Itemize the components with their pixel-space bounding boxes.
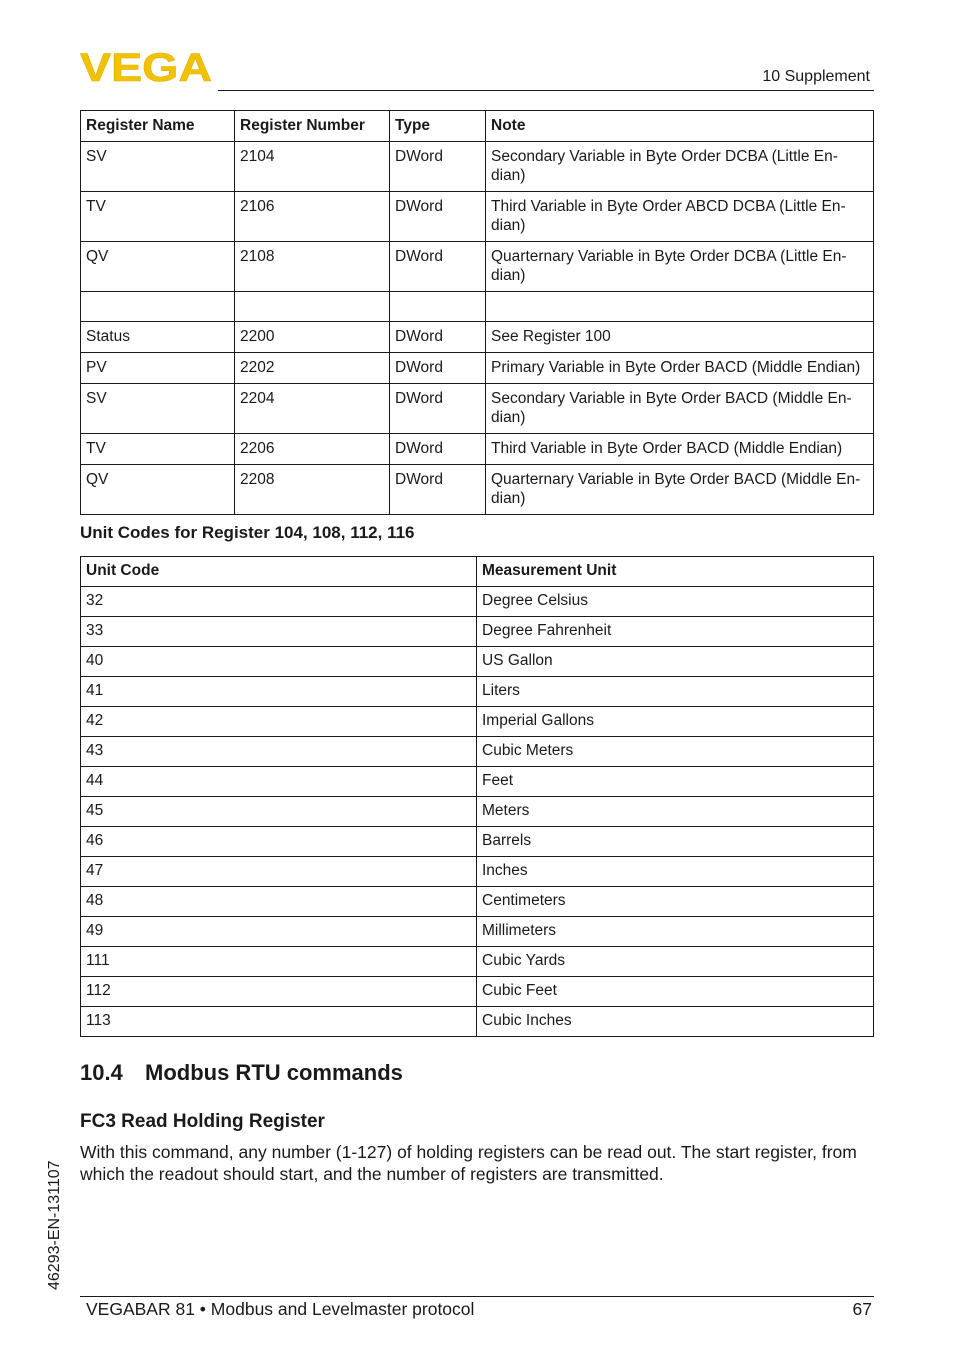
table-row bbox=[81, 434, 874, 465]
measurement-unit: Cubic Inches bbox=[477, 1007, 874, 1037]
register-type: DWord bbox=[390, 242, 486, 292]
register-note: Quarternary Variable in Byte Order DCBA (Little En-dian) bbox=[486, 242, 874, 292]
unit-code: 42 bbox=[81, 707, 477, 737]
measurement-unit: Degree Celsius bbox=[477, 587, 874, 617]
register-type: DWord bbox=[390, 192, 486, 242]
section-number: 10.4 bbox=[80, 1060, 123, 1085]
unit-code: 112 bbox=[81, 977, 477, 1007]
measurement-unit: Inches bbox=[477, 857, 874, 887]
register-type: DWord bbox=[390, 465, 486, 515]
column-header: Unit Code bbox=[81, 557, 477, 587]
section-heading bbox=[80, 1060, 403, 1086]
register-type: DWord bbox=[390, 322, 486, 353]
table-row bbox=[81, 192, 874, 242]
unit-code: 43 bbox=[81, 737, 477, 767]
measurement-unit: Cubic Feet bbox=[477, 977, 874, 1007]
column-header: Register Name bbox=[81, 111, 235, 142]
unit-code: 113 bbox=[81, 1007, 477, 1037]
unit-code: 47 bbox=[81, 857, 477, 887]
unit-code: 111 bbox=[81, 947, 477, 977]
table-row bbox=[81, 142, 874, 192]
register-name: SV bbox=[81, 142, 235, 192]
table-row-empty bbox=[81, 292, 874, 322]
table-row bbox=[81, 977, 874, 1007]
measurement-unit: Feet bbox=[477, 767, 874, 797]
measurement-unit: US Gallon bbox=[477, 647, 874, 677]
register-number: 2200 bbox=[235, 322, 390, 353]
table-row bbox=[81, 707, 874, 737]
table-row bbox=[81, 384, 874, 434]
table-row bbox=[81, 947, 874, 977]
register-number: 2108 bbox=[235, 242, 390, 292]
subheading: FC3 Read Holding Register bbox=[80, 1111, 325, 1132]
register-number: 2204 bbox=[235, 384, 390, 434]
register-type: DWord bbox=[390, 384, 486, 434]
unit-codes-title: Unit Codes for Register 104, 108, 112, 116 bbox=[80, 523, 415, 542]
register-note: Third Variable in Byte Order BACD (Middle Endian) bbox=[486, 434, 874, 465]
measurement-unit: Degree Fahrenheit bbox=[477, 617, 874, 647]
header-rule bbox=[218, 90, 874, 91]
register-number: 2104 bbox=[235, 142, 390, 192]
table-row bbox=[81, 917, 874, 947]
register-note: Secondary Variable in Byte Order BACD (Middle En-dian) bbox=[486, 384, 874, 434]
register-note: Third Variable in Byte Order ABCD DCBA (Little En-dian) bbox=[486, 192, 874, 242]
unit-code: 46 bbox=[81, 827, 477, 857]
register-type: DWord bbox=[390, 142, 486, 192]
register-name: QV bbox=[81, 465, 235, 515]
table-row bbox=[81, 767, 874, 797]
register-name: TV bbox=[81, 434, 235, 465]
measurement-unit: Liters bbox=[477, 677, 874, 707]
measurement-unit: Cubic Yards bbox=[477, 947, 874, 977]
register-table bbox=[80, 110, 874, 515]
table-row bbox=[81, 465, 874, 515]
register-number: 2202 bbox=[235, 353, 390, 384]
measurement-unit: Cubic Meters bbox=[477, 737, 874, 767]
column-header: Type bbox=[390, 111, 486, 142]
measurement-unit: Imperial Gallons bbox=[477, 707, 874, 737]
page-number: 67 bbox=[852, 1299, 872, 1319]
table-row bbox=[81, 353, 874, 384]
measurement-unit: Centimeters bbox=[477, 887, 874, 917]
unit-code: 32 bbox=[81, 587, 477, 617]
vega-logo bbox=[80, 50, 212, 84]
register-name bbox=[81, 292, 235, 322]
table-row bbox=[81, 242, 874, 292]
register-name: SV bbox=[81, 384, 235, 434]
table-row bbox=[81, 677, 874, 707]
register-name: QV bbox=[81, 242, 235, 292]
register-note: Secondary Variable in Byte Order DCBA (Little En-dian) bbox=[486, 142, 874, 192]
unit-code: 40 bbox=[81, 647, 477, 677]
unit-code: 49 bbox=[81, 917, 477, 947]
register-type: DWord bbox=[390, 434, 486, 465]
measurement-unit: Millimeters bbox=[477, 917, 874, 947]
register-type: DWord bbox=[390, 353, 486, 384]
section-title: Modbus RTU commands bbox=[145, 1060, 403, 1085]
register-type bbox=[390, 292, 486, 322]
register-number: 2106 bbox=[235, 192, 390, 242]
unit-codes-header bbox=[81, 557, 874, 587]
footer-rule bbox=[80, 1296, 874, 1297]
register-note bbox=[486, 292, 874, 322]
register-number: 2208 bbox=[235, 465, 390, 515]
measurement-unit: Meters bbox=[477, 797, 874, 827]
table-row bbox=[81, 887, 874, 917]
register-number: 2206 bbox=[235, 434, 390, 465]
register-table-header bbox=[81, 111, 874, 142]
column-header: Note bbox=[486, 111, 874, 142]
table-row bbox=[81, 647, 874, 677]
unit-code: 33 bbox=[81, 617, 477, 647]
table-row bbox=[81, 857, 874, 887]
table-row bbox=[81, 617, 874, 647]
unit-code: 45 bbox=[81, 797, 477, 827]
register-name: Status bbox=[81, 322, 235, 353]
register-note: Quarternary Variable in Byte Order BACD (Middle En-dian) bbox=[486, 465, 874, 515]
unit-code: 41 bbox=[81, 677, 477, 707]
column-header: Measurement Unit bbox=[477, 557, 874, 587]
unit-code: 48 bbox=[81, 887, 477, 917]
table-row bbox=[81, 797, 874, 827]
column-header: Register Number bbox=[235, 111, 390, 142]
register-name: TV bbox=[81, 192, 235, 242]
register-name: PV bbox=[81, 353, 235, 384]
unit-codes-table bbox=[80, 556, 874, 1037]
table-row bbox=[81, 1007, 874, 1037]
table-row bbox=[81, 737, 874, 767]
body-paragraph: With this command, any number (1-127) of holding registers can be read out. The start register, from which the readout should start, and the number of registers are transmitted. bbox=[80, 1142, 857, 1184]
measurement-unit: Barrels bbox=[477, 827, 874, 857]
register-note: Primary Variable in Byte Order BACD (Middle Endian) bbox=[486, 353, 874, 384]
footer-title: VEGABAR 81 • Modbus and Levelmaster protocol bbox=[86, 1299, 475, 1319]
logo-text: VEGA bbox=[80, 50, 212, 84]
section-label: 10 Supplement bbox=[762, 68, 870, 85]
register-number bbox=[235, 292, 390, 322]
table-row bbox=[81, 587, 874, 617]
unit-code: 44 bbox=[81, 767, 477, 797]
table-row bbox=[81, 322, 874, 353]
register-note: See Register 100 bbox=[486, 322, 874, 353]
table-row bbox=[81, 827, 874, 857]
document-id: 46293-EN-131107 bbox=[46, 1160, 63, 1290]
